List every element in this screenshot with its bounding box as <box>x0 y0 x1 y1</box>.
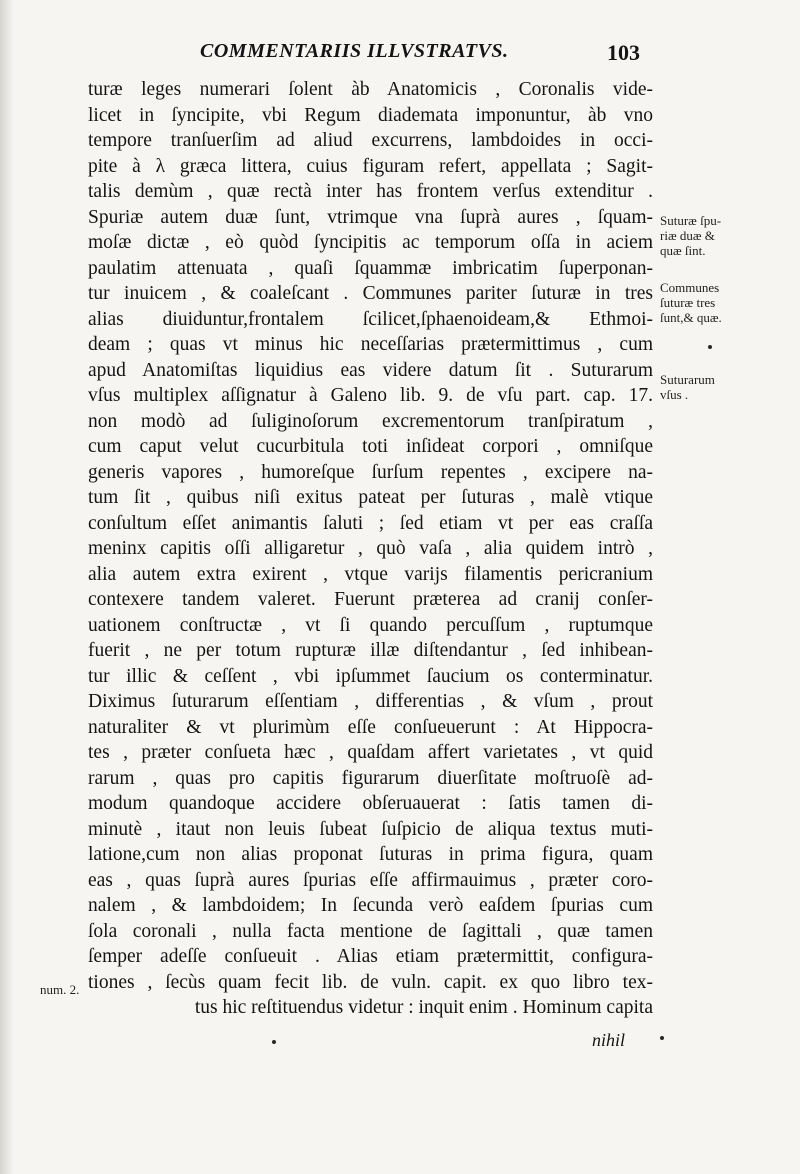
text-line: fuerit , ne per totum rupturæ illæ diſtendantur , ſed inhibean- <box>88 640 653 661</box>
footer-dot <box>272 1040 276 1044</box>
text-line: licet in ſyncipite, vbi Regum diademata imponuntur, àb vno <box>88 104 653 126</box>
text-line: vſus multiplex aſſignatur à Galeno lib. 9. de vſu part. cap. 17. <box>88 385 653 406</box>
text-line: cum caput velut cucurbitula toti inſideat corpori , omniſque <box>88 436 653 457</box>
left-margin-note: num. 2. <box>40 982 80 997</box>
margin-note-common-sutures: Communes ſuturæ tres ſunt,& quæ. <box>660 280 722 325</box>
text-line: Diximus ſuturarum eſſentiam , differentias , & vſum , prout <box>88 691 653 712</box>
text-line: non modò ad ſuliginoſorum excrementorum tranſpiratum , <box>88 410 653 432</box>
page-header <box>200 40 640 70</box>
text-line: ſola coronali , nulla facta mentione de ſagittali , quæ tamen <box>88 920 653 942</box>
text-line: rarum , quas pro capitis figurarum diuerſitate moſtruoſè ad- <box>88 767 653 789</box>
text-line: turæ leges numerari ſolent àb Anatomicis , Coronalis vide- <box>88 79 653 100</box>
text-line: latione,cum non alias proponat ſuturas in prima figura, quam <box>88 844 653 865</box>
text-line: tes , præter conſueta hæc , quaſdam affert varietates , vt quid <box>88 742 653 763</box>
text-line: tum ſit , quibus niſi exitus pateat per ſuturas , malè vtique <box>88 487 653 508</box>
text-line: Spuriæ autem duæ ſunt, vtrimque vna ſuprà aures , ſquam- <box>88 206 653 228</box>
text-line: meninx capitis oſſi alligaretur , quò vaſa , alia quidem intrò , <box>88 538 653 559</box>
text-line: contexere tandem valeret. Fuerunt præterea ad cranij conſer- <box>88 589 653 610</box>
text-line: nalem , & lambdoidem; In ſecunda verò eaſdem ſpurias cum <box>88 895 653 916</box>
body-text <box>88 77 653 1021</box>
text-line: tus hic reſtituendus videtur : inquit enim . Hominum capita <box>194 997 653 1018</box>
gutter-shadow <box>0 0 14 1174</box>
text-line: uationem conſtructæ , vt ſi quando percuſſum , ruptumque <box>88 614 653 636</box>
catchword: nihil <box>592 1030 626 1050</box>
text-line: naturaliter & vt plurimùm eſſe conſueuerunt : At Hippocra- <box>88 716 653 738</box>
text-line: alias diuiduntur,frontalem ſcilicet,ſphaenoideam,& Ethmoi- <box>88 308 653 330</box>
text-line: conſultum eſſet animantis ſaluti ; ſed etiam vt per eas craſſa <box>88 512 653 534</box>
text-line: tur illic & ceſſent , vbi ipſummet ſaucium os conterminatur. <box>88 665 653 687</box>
text-line: eas , quas ſuprà aures ſpurias eſſe affirmauimus , præter coro- <box>88 869 653 891</box>
catchword-dot <box>660 1036 664 1040</box>
text-line: ſemper adeſſe conſueuit . Alias etiam prætermittit, configura- <box>88 946 653 967</box>
text-line: pite à λ græca littera, cuius figuram refert, appellata ; Sagit- <box>88 155 653 177</box>
text-line: apud Anatomiſtas liquidius eas videre datum ſit . Suturarum <box>88 359 653 381</box>
margin-dot <box>708 345 712 349</box>
text-line: moſæ dictæ , eò quòd ſyncipitis ac temporum oſſa in aciem <box>88 232 653 253</box>
text-line: tempore tranſuerſim ad aliud excurrens, lambdoides in occi- <box>88 130 653 151</box>
text-line: tiones , ſecùs quam fecit lib. de vuln. capit. ex quo libro tex- <box>88 971 653 993</box>
text-line: alia autem extra exirent , vtque varijs filamentis pericranium <box>88 563 653 585</box>
page-number: 103 <box>607 40 640 65</box>
margin-note-spurious-sutures: Suturæ ſpu- riæ duæ & quæ ſint. <box>660 213 722 258</box>
text-line: modum quandoque accidere obſeruauerat : ſatis tamen di- <box>88 793 653 814</box>
text-line: talis demùm , quæ rectà inter has frontem verſus extenditur . <box>88 181 653 202</box>
text-line: minutè , itaut non leuis ſubeat ſuſpicio de aliqua textus muti- <box>88 818 653 840</box>
running-head: COMMENTARIIS ILLVSTRATVS. <box>200 40 509 62</box>
text-line: deam ; quas vt minus hic neceſſarias prætermittimus , cum <box>88 334 653 355</box>
text-line: generis vapores , humoreſque ſurſum repentes , excipere na- <box>88 461 653 483</box>
text-line: paulatim attenuata , quaſi ſquammæ imbricatim ſuperponan- <box>88 257 653 279</box>
margin-note-suture-uses: Suturarum vſus . <box>660 372 715 402</box>
text-line: tur inuicem , & coaleſcant . Communes pariter ſuturæ in tres <box>88 283 653 304</box>
